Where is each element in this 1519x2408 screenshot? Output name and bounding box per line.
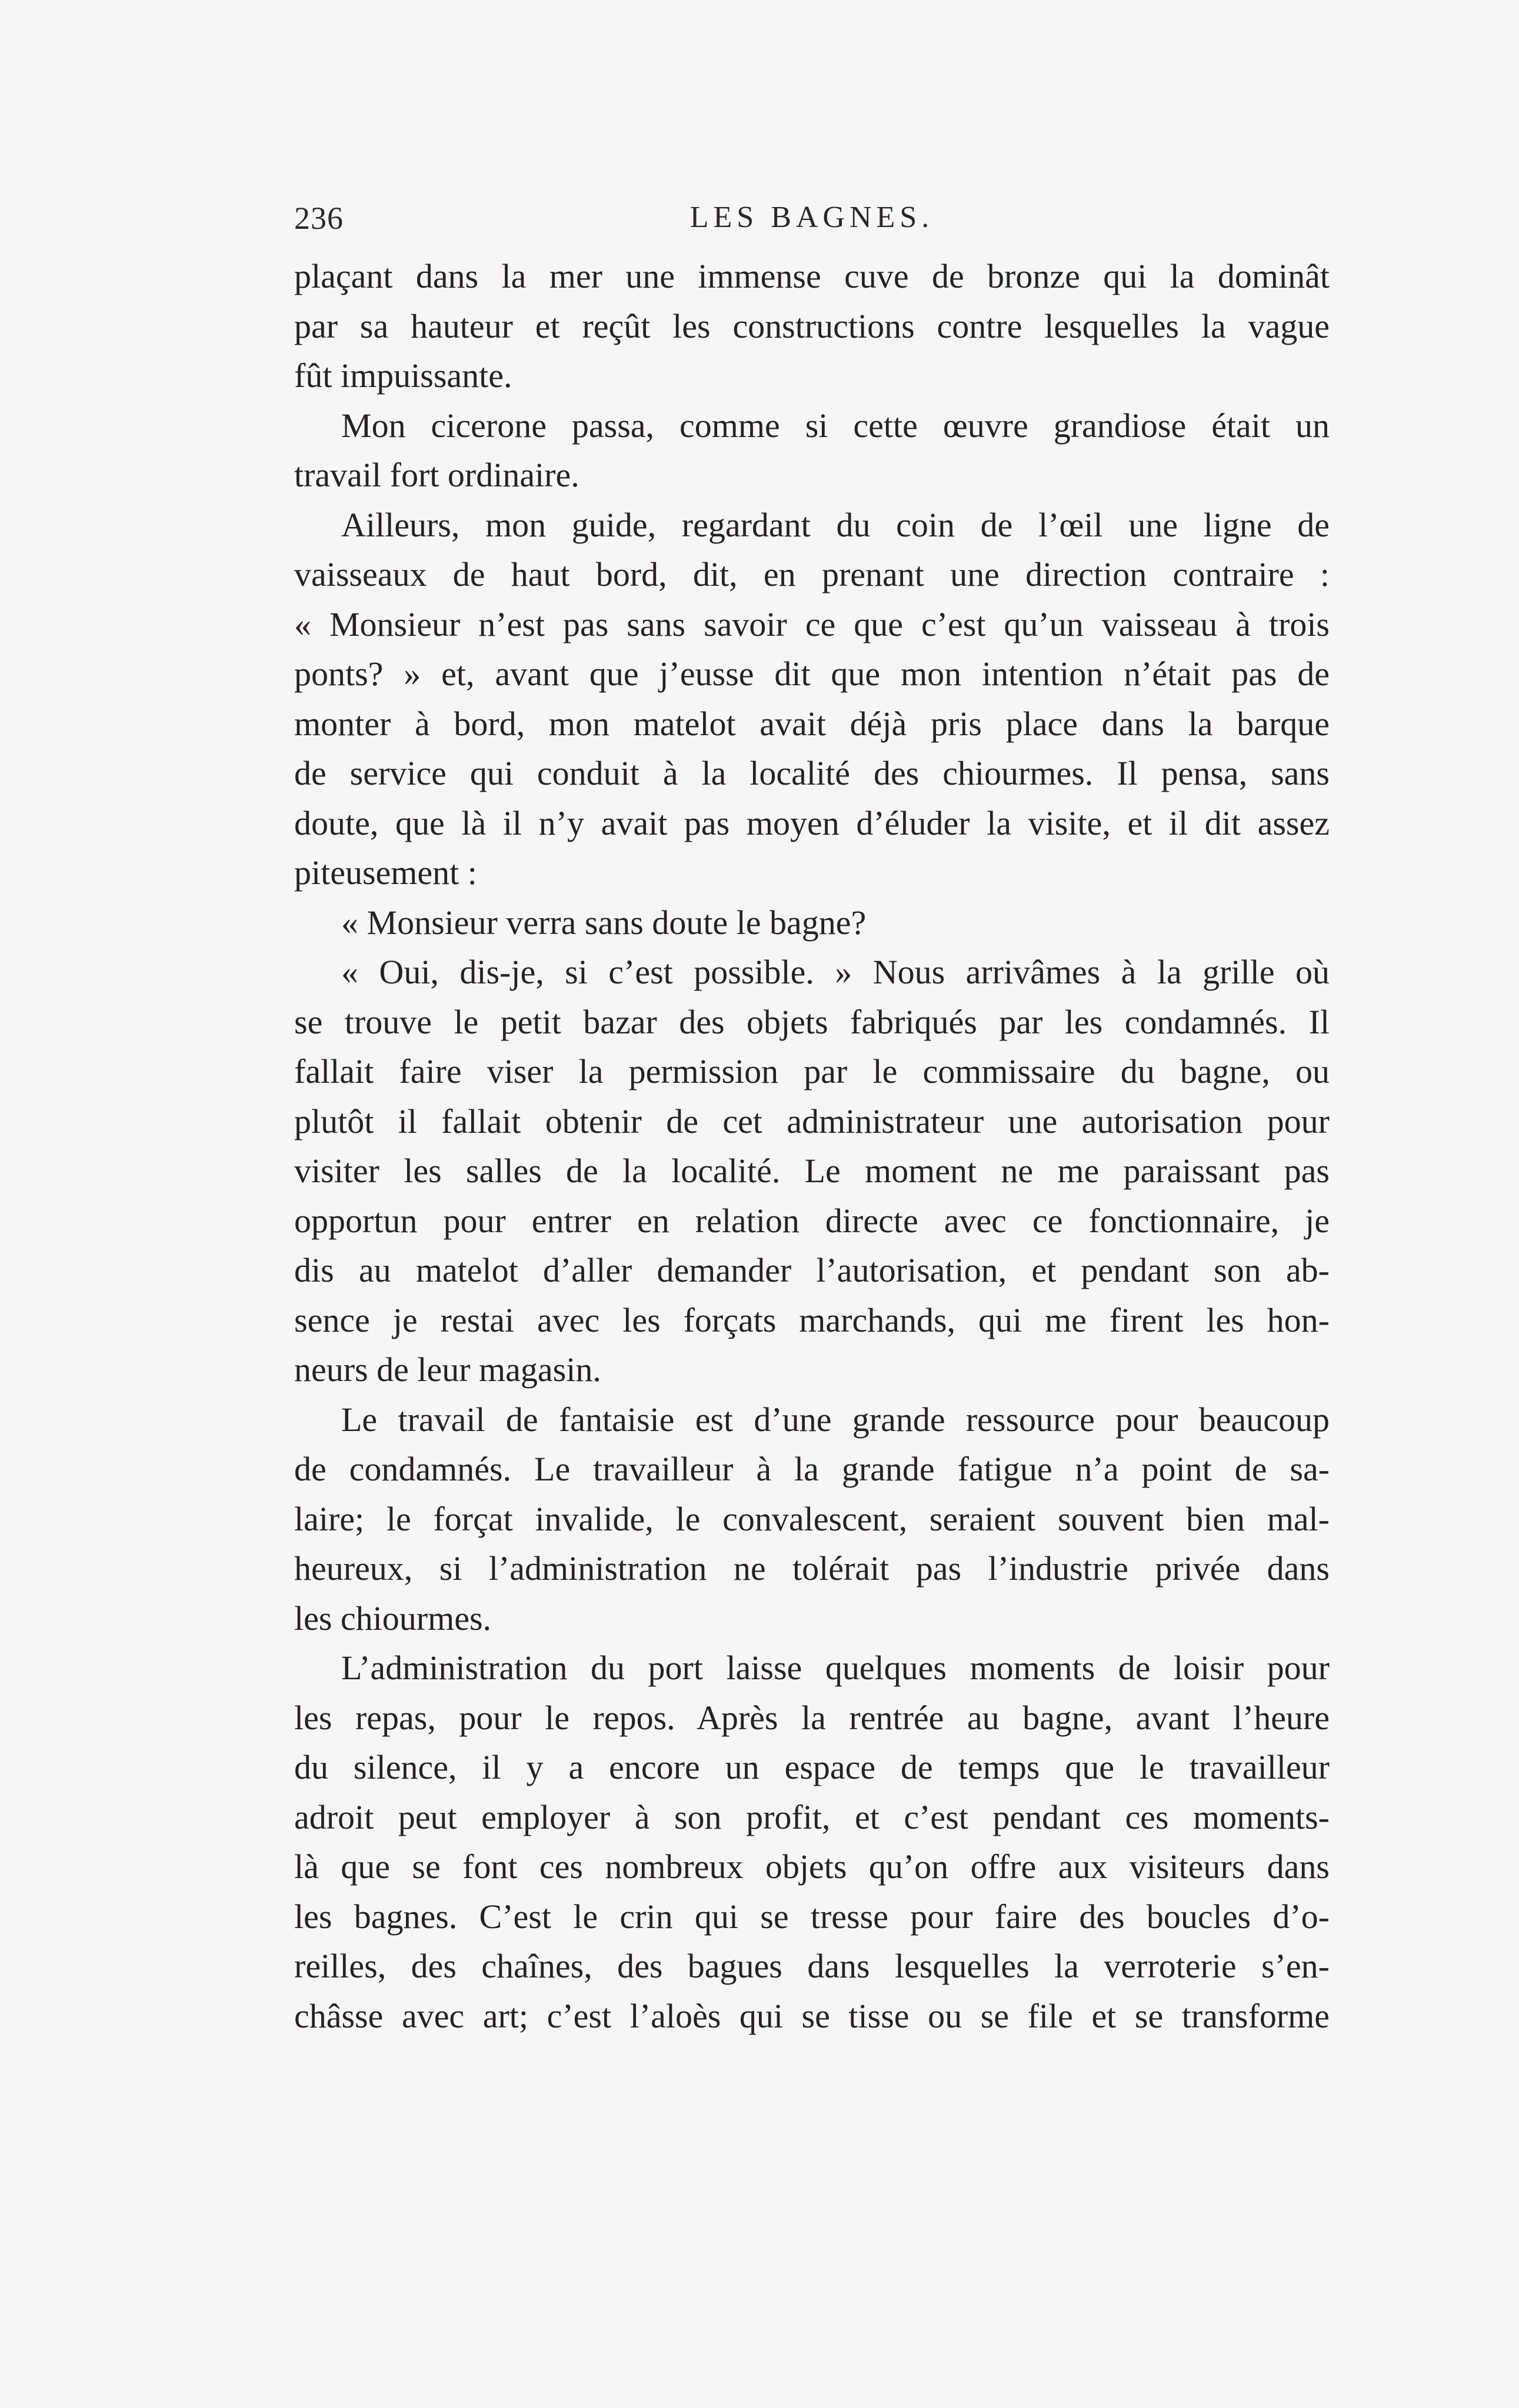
text-line: monter à bord, mon matelot avait déjà pris place dans la barque	[294, 704, 1330, 743]
running-header	[294, 200, 1330, 247]
text-line: se trouve le petit bazar des objets fabriqués par les condamnés. Il	[294, 1002, 1330, 1041]
text-line: par sa hauteur et reçût les constructions contre lesquelles la vague	[294, 306, 1330, 345]
body-text	[294, 252, 1330, 2041]
text-line: laire; le forçat invalide, le convalescent, seraient souvent bien mal-	[294, 1499, 1330, 1538]
text-line: reilles, des chaînes, des bagues dans lesquelles la verroterie s’en-	[294, 1947, 1330, 1985]
text-line: les repas, pour le repos. Après la rentrée au bagne, avant l’heure	[294, 1698, 1330, 1737]
text-line: du silence, il y a encore un espace de temps que le travailleur	[294, 1748, 1330, 1786]
text-line: sence je restai avec les forçats marchands, qui me firent les hon-	[294, 1300, 1330, 1339]
text-line: là que se font ces nombreux objets qu’on offre aux visiteurs dans	[294, 1847, 1330, 1886]
text-line: ponts? » et, avant que j’eusse dit que mon intention n’était pas de	[294, 655, 1330, 693]
text-line: « Monsieur n’est pas sans savoir ce que c’est qu’un vaisseau à trois	[294, 605, 1330, 643]
text-line: de service qui conduit à la localité des chiourmes. Il pensa, sans	[294, 754, 1330, 792]
text-line: « Oui, dis-je, si c’est possible. » Nous arrivâmes à la grille où	[341, 953, 1330, 991]
text-line: plutôt il fallait obtenir de cet administrateur une autorisation pour	[294, 1102, 1330, 1140]
text-line: fût impuissante.	[294, 356, 512, 395]
text-line: neurs de leur magasin.	[294, 1350, 601, 1389]
page-number: 236	[294, 201, 344, 236]
text-line: Le travail de fantaisie est d’une grande ressource pour beaucoup	[341, 1400, 1330, 1439]
text-line: travail fort ordinaire.	[294, 456, 579, 494]
text-line: adroit peut employer à son profit, et c’est pendant ces moments-	[294, 1797, 1330, 1836]
running-title: LES BAGNES.	[689, 201, 934, 234]
text-line: doute, que là il n’y avait pas moyen d’éluder la visite, et il dit assez	[294, 803, 1330, 842]
text-line: dis au matelot d’aller demander l’autorisation, et pendant son ab-	[294, 1251, 1330, 1289]
text-line: opportun pour entrer en relation directe avec ce fonctionnaire, je	[294, 1201, 1330, 1240]
text-line: châsse avec art; c’est l’aloès qui se tisse ou se file et se transforme	[294, 1996, 1330, 2035]
text-line: les chiourmes.	[294, 1599, 492, 1637]
text-line: de condamnés. Le travailleur à la grande fatigue n’a point de sa-	[294, 1450, 1330, 1488]
text-line: piteusement :	[294, 853, 477, 892]
text-line: fallait faire viser la permission par le commissaire du bagne, ou	[294, 1052, 1330, 1090]
text-line: Ailleurs, mon guide, regardant du coin de l’œil une ligne de	[341, 505, 1330, 544]
text-line: les bagnes. C’est le crin qui se tresse pour faire des boucles d’o-	[294, 1897, 1330, 1936]
text-line: visiter les salles de la localité. Le moment ne me paraissant pas	[294, 1152, 1330, 1190]
text-line: L’administration du port laisse quelques moments de loisir pour	[341, 1649, 1330, 1687]
text-line: « Monsieur verra sans doute le bagne?	[341, 903, 867, 942]
text-line: plaçant dans la mer une immense cuve de bronze qui la dominât	[294, 257, 1330, 295]
text-line: Mon cicerone passa, comme si cette œuvre grandiose était un	[341, 406, 1330, 445]
text-line: vaisseaux de haut bord, dit, en prenant une direction contraire :	[294, 555, 1330, 593]
text-line: heureux, si l’administration ne tolérait pas l’industrie privée dans	[294, 1549, 1330, 1587]
